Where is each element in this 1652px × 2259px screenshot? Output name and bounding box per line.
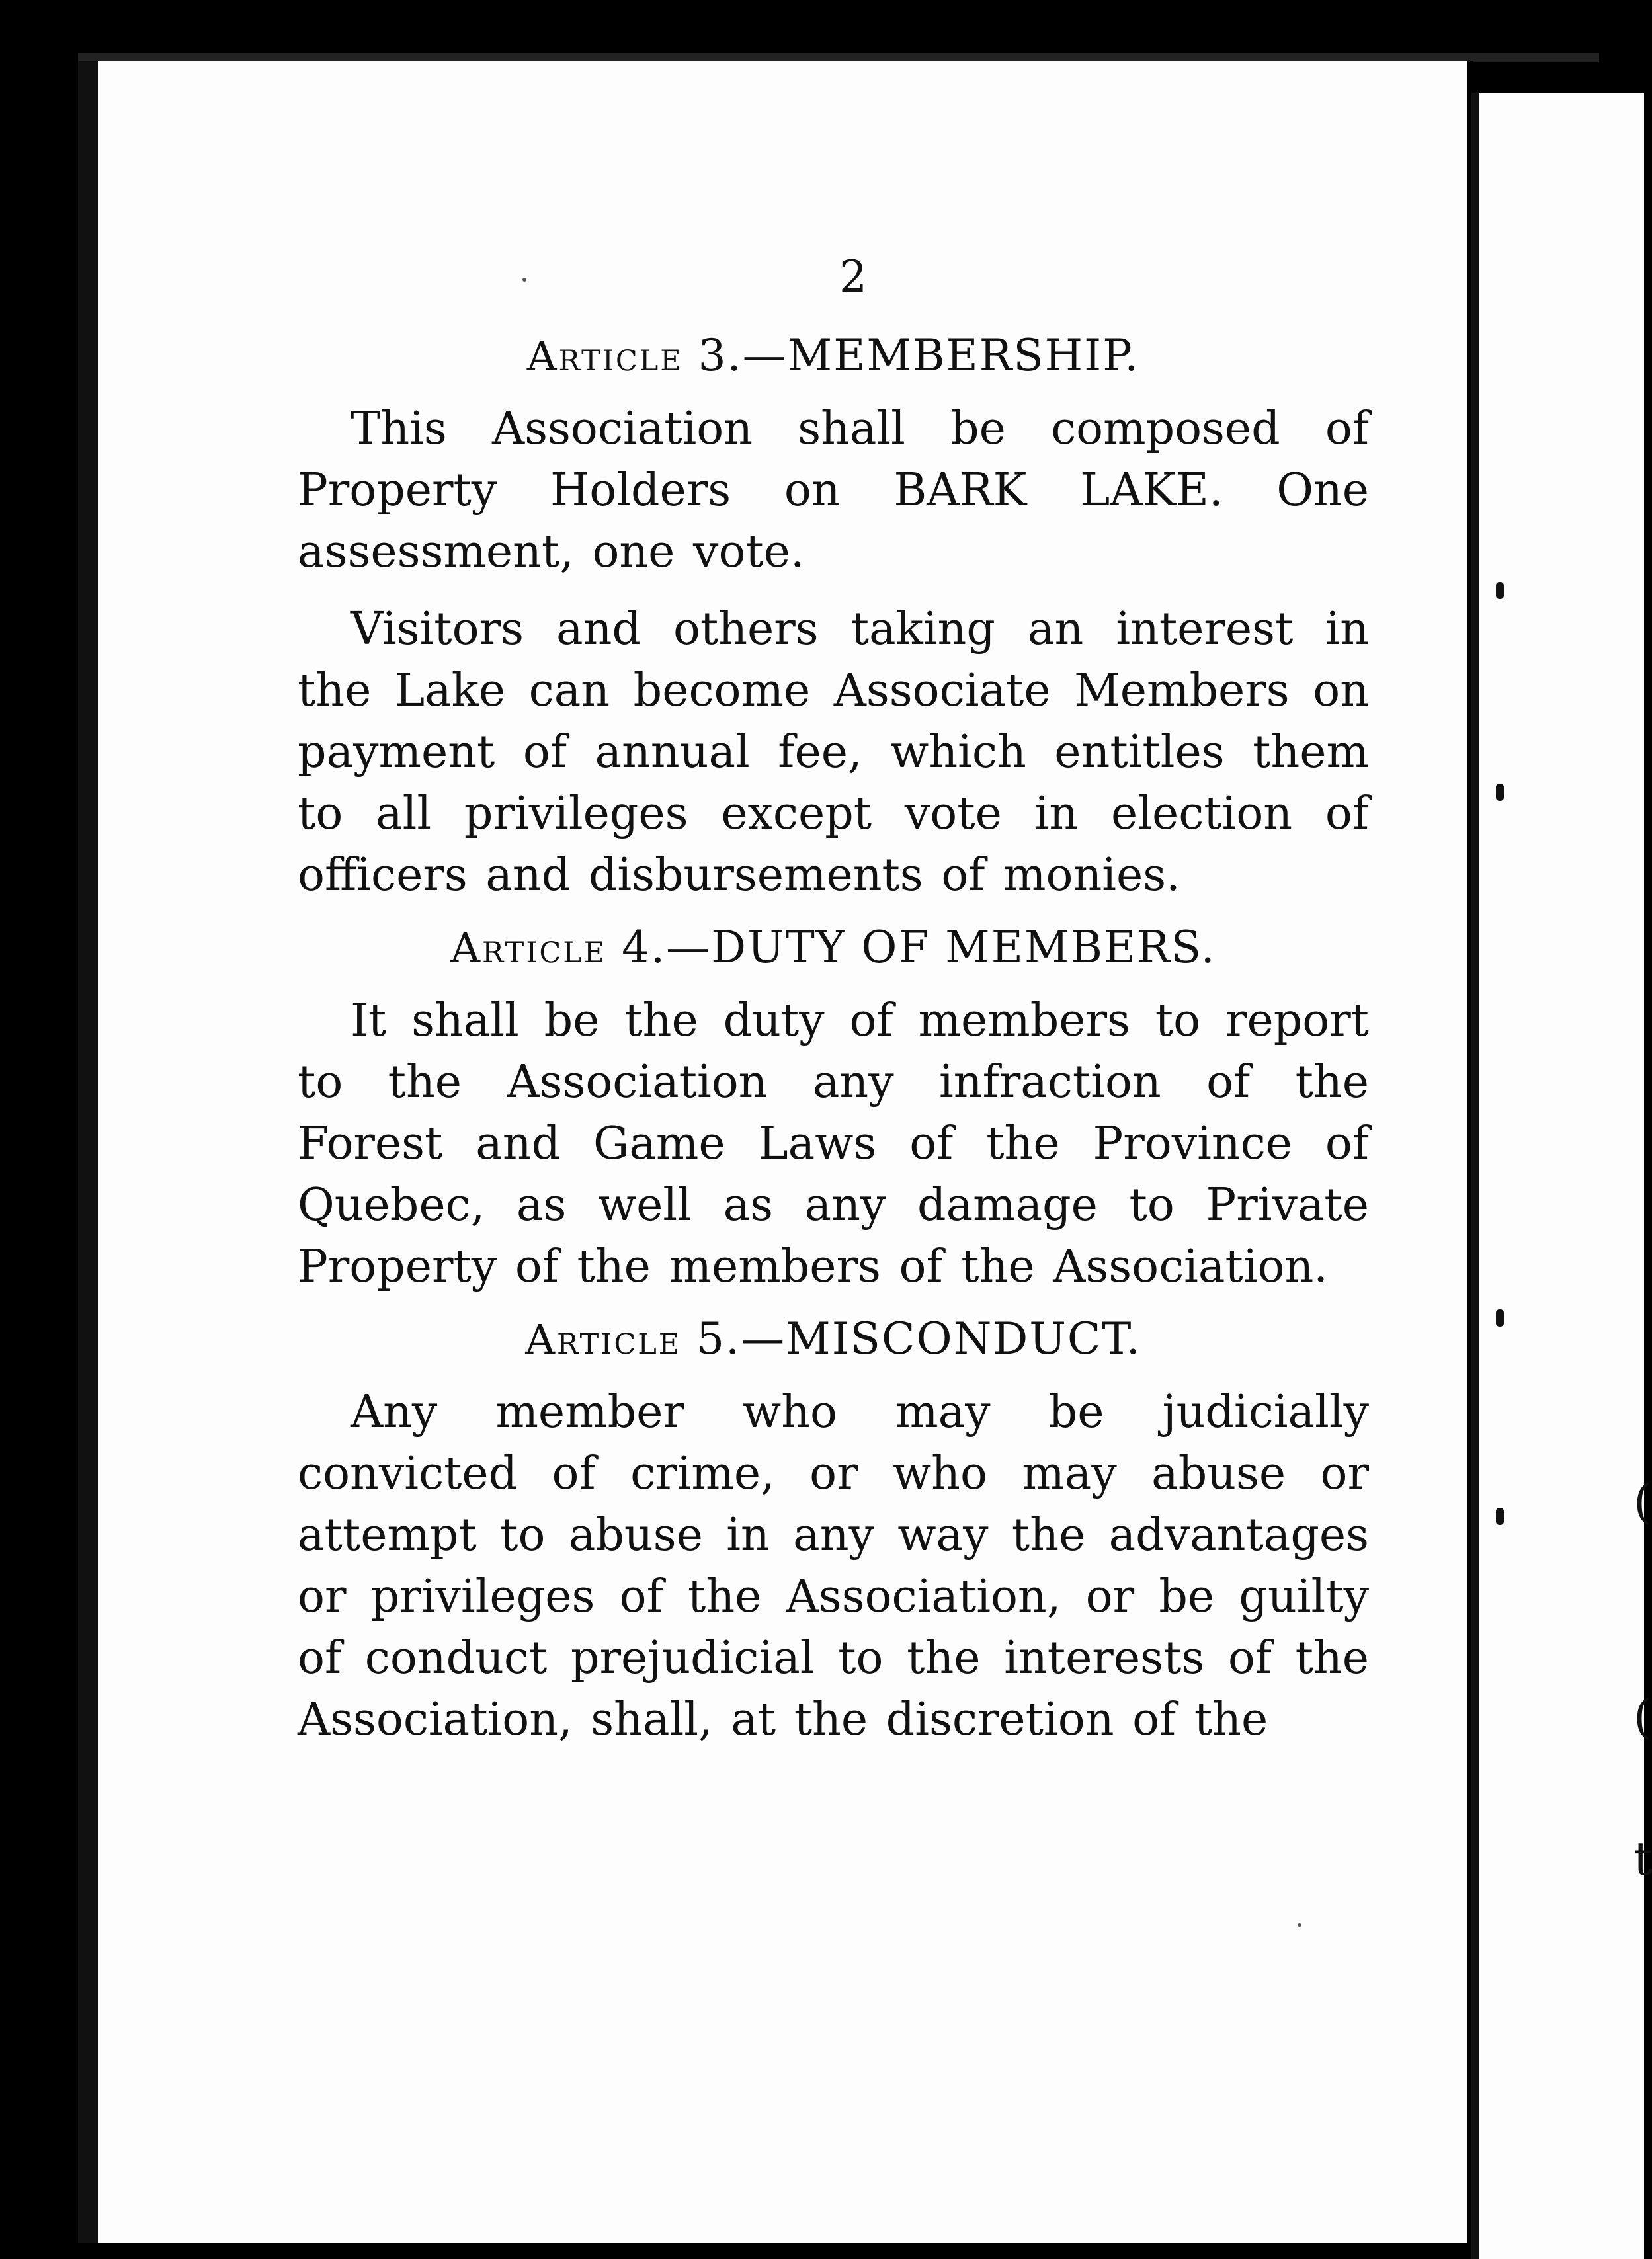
article-number: 3. xyxy=(698,330,743,381)
article-paragraph: Any member who may be judicially convicted of crime, or who may abuse or attempt to abuse in any way the advantages or privileges of the Association, or be guilty of conduct prejudicial to the interests of the Association, shall, at the discretion of the xyxy=(298,1386,1369,1746)
article-heading xyxy=(298,330,1369,381)
article-title: —MISCONDUCT. xyxy=(741,1313,1141,1364)
page-number: 2 xyxy=(839,251,867,302)
right-page-letter: ( xyxy=(1633,1475,1652,1529)
article-title: —DUTY OF MEMBERS. xyxy=(666,922,1216,973)
article-label: Article xyxy=(526,332,683,380)
article-label: Article xyxy=(525,1315,682,1364)
right-page-edge xyxy=(1471,93,1644,2259)
right-page-mark xyxy=(1496,784,1504,801)
article-paragraph: This Association shall be composed of Property Holders on BARK LAKE. One assessment, one vote. xyxy=(298,403,1369,578)
right-page-mark xyxy=(1496,1309,1504,1327)
speck xyxy=(1298,1923,1301,1927)
article-number: 4. xyxy=(622,922,667,973)
article-paragraph: It shall be the duty of members to report to the Association any infraction of the Forest and Game Laws of the Province of Quebec, as well as any damage to Private Property of the members of the Association. xyxy=(298,995,1369,1293)
article-title: —MEMBERSHIP. xyxy=(742,330,1140,381)
page-content xyxy=(298,251,1369,1766)
article-heading xyxy=(298,1313,1369,1364)
right-page-letter: ( xyxy=(1633,1690,1652,1744)
article-heading xyxy=(298,922,1369,973)
right-page-letter: t xyxy=(1633,1832,1652,1886)
article-number: 5. xyxy=(696,1313,741,1364)
article-label: Article xyxy=(450,924,607,972)
article-paragraph: Visitors and others taking an interest in the Lake can become Associate Members on payment of annual fee, which entitles them to all privileges except vote in election of officers and disbursements of monies. xyxy=(298,603,1369,901)
right-page-mark xyxy=(1496,1508,1504,1525)
right-page-mark xyxy=(1496,582,1504,599)
